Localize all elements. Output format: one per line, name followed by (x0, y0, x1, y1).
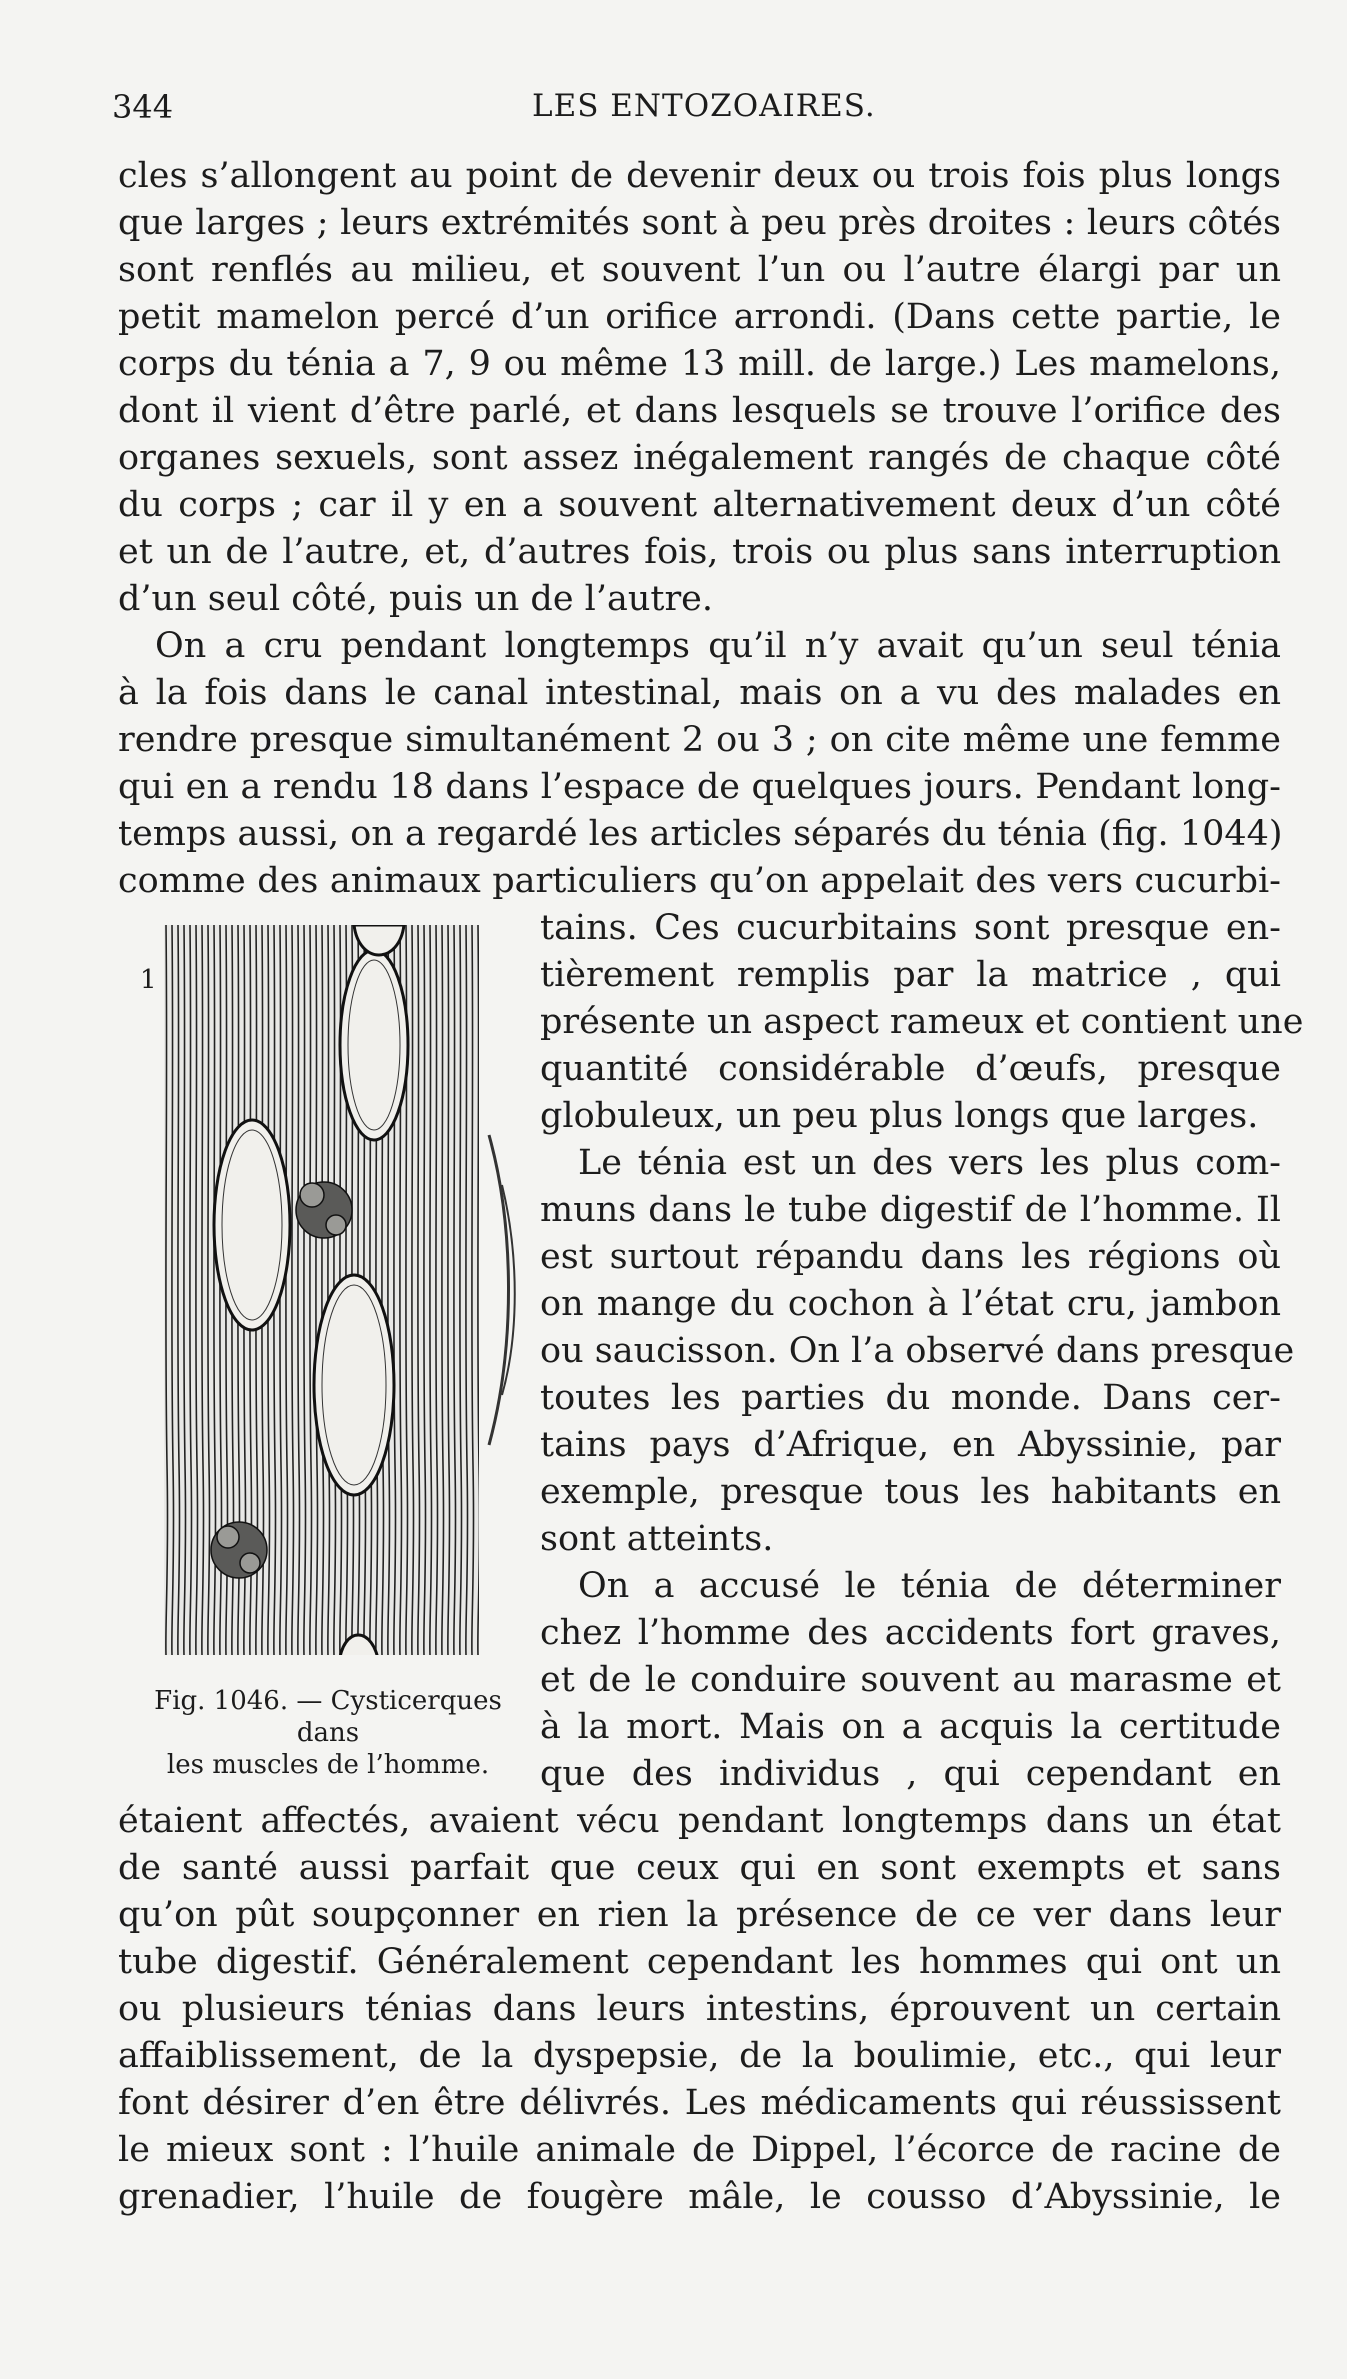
text-line: ou saucisson. On l’a observé dans presque (540, 1331, 1295, 1371)
text-line: que des individus , qui cependant en (540, 1754, 1281, 1794)
text-line: sont renflés au milieu, et souvent l’un ou l’autre élargi par un (118, 250, 1281, 290)
text-line: font désirer d’en être délivrés. Les médicaments qui réussissent (118, 2083, 1281, 2123)
text-line: temps aussi, on a regardé les articles séparés du ténia (fig. 1044) (118, 814, 1283, 854)
text-line: qui en a rendu 18 dans l’espace de quelques jours. Pendant long- (118, 767, 1281, 807)
text-line: d’un seul côté, puis un de l’autre. (118, 579, 714, 619)
figure-label: 1 (140, 965, 157, 995)
text-line: muns dans le tube digestif de l’homme. Il (540, 1190, 1281, 1230)
text-line: On a cru pendant longtemps qu’il n’y avait qu’un seul ténia (155, 626, 1281, 666)
text-line: petit mamelon percé d’un orifice arrondi. (Dans cette partie, le (118, 297, 1281, 337)
text-line: tains. Ces cucurbitains sont presque en- (540, 908, 1281, 948)
text-line: corps du ténia a 7, 9 ou même 13 mill. de large.) Les mamelons, (118, 344, 1281, 384)
text-line: globuleux, un peu plus longs que larges. (540, 1096, 1259, 1136)
page-number: 344 (112, 88, 174, 126)
text-line: et de le conduire souvent au marasme et (540, 1660, 1281, 1700)
text-line: dont il vient d’être parlé, et dans lesquels se trouve l’orifice des (118, 391, 1281, 431)
muscle-engraving-illustration (164, 925, 610, 1655)
text-line: qu’on pût soupçonner en rien la présence de ce ver dans leur (118, 1895, 1281, 1935)
figure-caption (128, 1685, 528, 1781)
page-header (112, 88, 1262, 134)
text-line: organes sexuels, sont assez inégalement rangés de chaque côté (118, 438, 1281, 478)
text-line: tièrement remplis par la matrice , qui (540, 955, 1281, 995)
text-line: Le ténia est un des vers les plus com- (578, 1143, 1281, 1183)
text-line: étaient affectés, avaient vécu pendant longtemps dans un état (118, 1801, 1281, 1841)
text-line: quantité considérable d’œufs, presque (540, 1049, 1281, 1089)
text-line: tube digestif. Généralement cependant les hommes qui ont un (118, 1942, 1281, 1982)
text-line: le mieux sont : l’huile animale de Dippel, l’écorce de racine de (118, 2130, 1281, 2170)
figure-1046 (128, 925, 528, 1665)
text-line: présente un aspect rameux et contient une (540, 1002, 1304, 1042)
text-line: tains pays d’Afrique, en Abyssinie, par (540, 1425, 1281, 1465)
text-line: du corps ; car il y en a souvent alternativement deux d’un côté (118, 485, 1281, 525)
text-line: on mange du cochon à l’état cru, jambon (540, 1284, 1281, 1324)
text-line: et un de l’autre, et, d’autres fois, trois ou plus sans interruption (118, 532, 1281, 572)
caption-line: Fig. 1046. — Cysticerques dans (154, 1686, 502, 1748)
text-line: toutes les parties du monde. Dans cer- (540, 1378, 1281, 1418)
caption-line: les muscles de l’homme. (166, 1750, 490, 1780)
text-line: cles s’allongent au point de devenir deux ou trois fois plus longs (118, 156, 1281, 196)
text-line: que larges ; leurs extrémités sont à peu près droites : leurs côtés (118, 203, 1281, 243)
text-line: On a accusé le ténia de déterminer (578, 1566, 1281, 1606)
text-line: sont atteints. (540, 1519, 774, 1559)
text-line: à la fois dans le canal intestinal, mais on a vu des malades en (118, 673, 1281, 713)
text-line: affaiblissement, de la dyspepsie, de la boulimie, etc., qui leur (118, 2036, 1281, 2076)
text-line: de santé aussi parfait que ceux qui en sont exempts et sans (118, 1848, 1281, 1888)
text-line: comme des animaux particuliers qu’on appelait des vers cucurbi- (118, 861, 1281, 901)
text-line: à la mort. Mais on a acquis la certitude (540, 1707, 1281, 1747)
running-head: LES ENTOZOAIRES. (532, 88, 876, 124)
text-line: ou plusieurs ténias dans leurs intestins, éprouvent un certain (118, 1989, 1281, 2029)
text-line: est surtout répandu dans les régions où (540, 1237, 1281, 1277)
text-line: grenadier, l’huile de fougère mâle, le cousso d’Abyssinie, le (118, 2177, 1281, 2217)
text-line: exemple, presque tous les habitants en (540, 1472, 1281, 1512)
text-line: rendre presque simultanément 2 ou 3 ; on cite même une femme (118, 720, 1281, 760)
text-line: chez l’homme des accidents fort graves, (540, 1613, 1281, 1653)
